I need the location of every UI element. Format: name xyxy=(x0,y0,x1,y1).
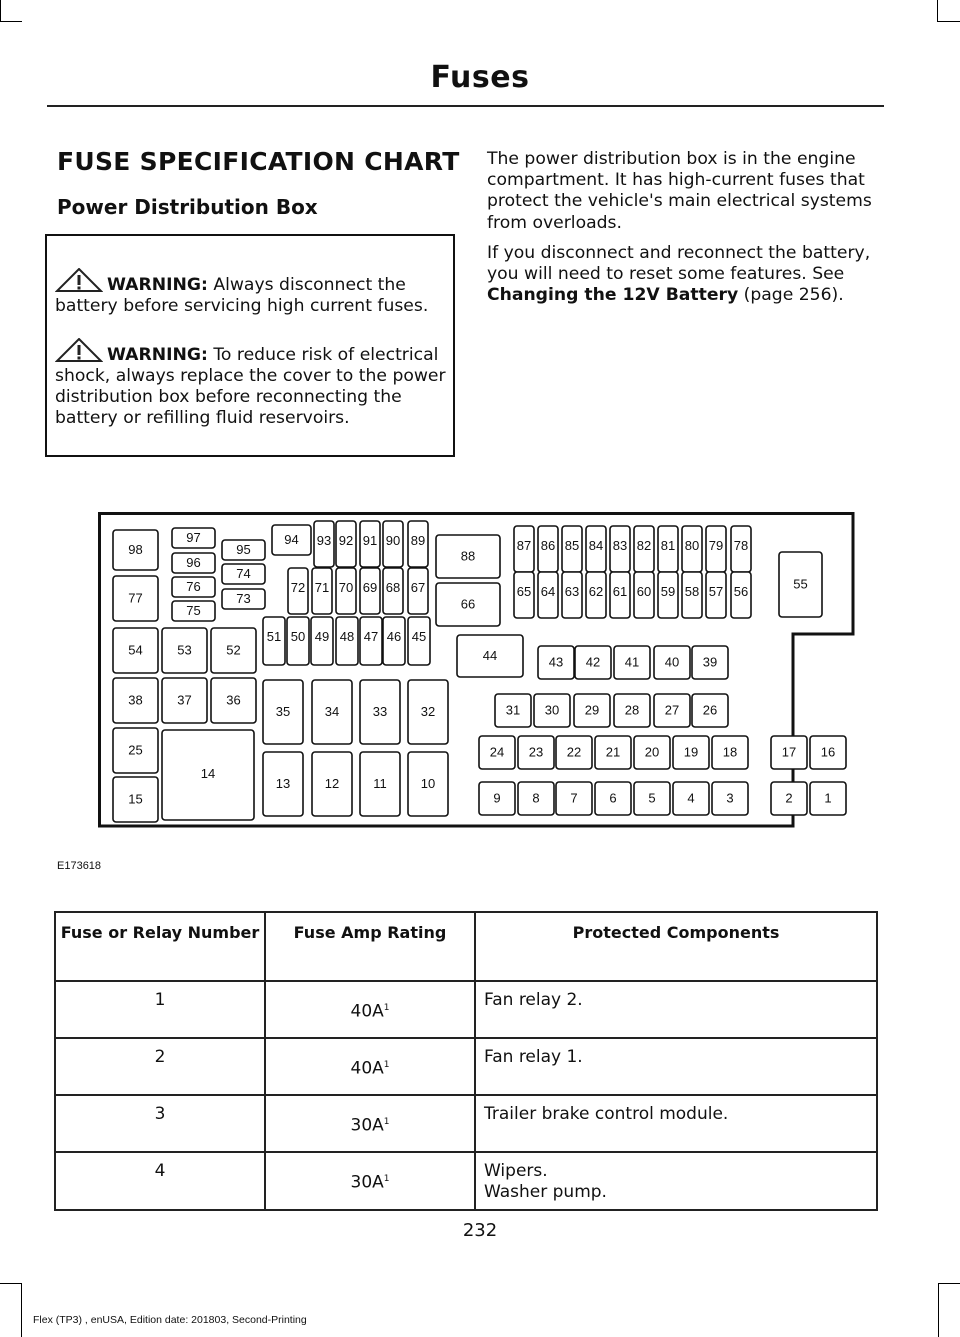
crop-mark xyxy=(938,1283,939,1337)
fuse-spec-table xyxy=(54,911,878,1211)
fuse-label-18: 18 xyxy=(722,744,738,760)
fuse-label-10: 10 xyxy=(420,776,436,791)
fuse-label-20: 20 xyxy=(644,744,660,760)
fuse-number: 2 xyxy=(55,1038,265,1095)
fuse-label-48: 48 xyxy=(339,629,355,644)
fuse-label-58: 58 xyxy=(684,584,700,599)
warning-text: To reduce risk of electrical shock, always replace the cover to the power distribution box before reconnecting the battery or refilling fluid reservoirs. xyxy=(55,345,446,428)
page-number: 232 xyxy=(462,1220,498,1241)
fuse-label-31: 31 xyxy=(505,702,521,718)
fuse-label-70: 70 xyxy=(338,580,354,595)
fuse-label-83: 83 xyxy=(612,538,628,553)
protected-components: Fan relay 2. xyxy=(475,981,877,1038)
warning-triangle-icon xyxy=(55,338,103,362)
fuse-label-26: 26 xyxy=(702,702,718,718)
intro-text: If you disconnect and reconnect the battery, you will need to reset some features. See xyxy=(487,243,871,285)
table-header-row xyxy=(55,912,877,981)
section-title: FUSE SPECIFICATION CHART xyxy=(57,147,460,176)
fuse-number: 3 xyxy=(55,1095,265,1152)
fuse-label-4: 4 xyxy=(687,790,695,806)
fuse-label-85: 85 xyxy=(564,538,580,553)
fuse-label-12: 12 xyxy=(324,776,340,791)
fuse-label-91: 91 xyxy=(362,533,378,548)
footnote-marker: 1 xyxy=(383,1117,390,1127)
fuse-label-90: 90 xyxy=(385,533,401,548)
fuse-label-24: 24 xyxy=(489,744,505,760)
fuse-label-63: 63 xyxy=(564,584,580,599)
fuse-label-60: 60 xyxy=(636,584,652,599)
crop-mark xyxy=(938,1283,960,1284)
crop-mark xyxy=(937,0,938,22)
warning-2 xyxy=(55,338,453,429)
table-row xyxy=(55,1095,877,1152)
fuse-label-40: 40 xyxy=(664,654,680,670)
fuse-label-3: 3 xyxy=(726,790,734,806)
fuse-label-59: 59 xyxy=(660,584,676,599)
column-header: Fuse Amp Rating xyxy=(265,912,475,981)
table-row xyxy=(55,1152,877,1210)
fuse-label-17: 17 xyxy=(781,744,797,760)
fuse-label-50: 50 xyxy=(290,629,306,644)
fuse-label-1: 1 xyxy=(824,790,832,806)
fuse-label-37: 37 xyxy=(177,692,192,708)
amp-rating: $40A^1$ xyxy=(265,1038,475,1095)
fuse-label-29: 29 xyxy=(584,702,600,718)
fuse-label-35: 35 xyxy=(275,704,291,719)
crop-mark xyxy=(0,1283,22,1284)
fuse-label-39: 39 xyxy=(702,654,718,670)
fuse-label-72: 72 xyxy=(290,580,306,595)
crop-mark xyxy=(938,21,960,22)
footnote-marker: 1 xyxy=(383,1003,390,1013)
crop-mark xyxy=(21,1283,22,1337)
fuse-label-98: 98 xyxy=(128,542,143,557)
fuse-label-8: 8 xyxy=(532,790,540,806)
fuse-label-46: 46 xyxy=(386,629,402,644)
fuse-label-76: 76 xyxy=(186,579,201,594)
fuse-label-32: 32 xyxy=(420,704,436,719)
fuse-label-81: 81 xyxy=(660,538,676,553)
fuse-label-87: 87 xyxy=(516,538,532,553)
fuse-label-27: 27 xyxy=(664,702,680,718)
fuse-label-14: 14 xyxy=(200,766,216,781)
fuse-label-95: 95 xyxy=(236,542,251,557)
fuse-label-73: 73 xyxy=(236,591,251,606)
fuse-label-15: 15 xyxy=(128,791,143,807)
footnote-marker: 1 xyxy=(383,1174,390,1184)
crop-mark xyxy=(0,21,22,22)
warning-label: WARNING: xyxy=(107,275,208,295)
fuse-label-34: 34 xyxy=(324,704,340,719)
column-header: Protected Components xyxy=(475,912,877,981)
fuse-label-9: 9 xyxy=(493,790,501,806)
fuse-label-30: 30 xyxy=(544,702,560,718)
footnote-marker: 1 xyxy=(383,1060,390,1070)
page-header-title: Fuses xyxy=(430,60,530,95)
fuse-label-61: 61 xyxy=(612,584,628,599)
fuse-label-33: 33 xyxy=(372,704,388,719)
fuse-label-71: 71 xyxy=(314,580,330,595)
crop-mark xyxy=(0,0,1,22)
fuse-label-54: 54 xyxy=(128,642,143,658)
fuse-number: 1 xyxy=(55,981,265,1038)
fuse-label-45: 45 xyxy=(411,629,427,644)
fuse-label-41: 41 xyxy=(624,654,640,670)
intro-text: (page 256). xyxy=(738,285,844,306)
fuse-label-44: 44 xyxy=(482,648,498,663)
fuse-label-94: 94 xyxy=(284,532,299,547)
fuse-label-67: 67 xyxy=(410,580,426,595)
fuse-label-49: 49 xyxy=(314,629,330,644)
fuse-label-2: 2 xyxy=(785,790,793,806)
fuse-label-86: 86 xyxy=(540,538,556,553)
fuse-label-28: 28 xyxy=(624,702,640,718)
fuse-label-62: 62 xyxy=(588,584,604,599)
intro-paragraph-1: The power distribution box is in the engine compartment. It has high-current fuses that protect the vehicle's main electrical systems from overloads. xyxy=(487,149,872,233)
fuse-label-65: 65 xyxy=(516,584,532,599)
fuse-label-79: 79 xyxy=(708,538,724,553)
fuse-label-75: 75 xyxy=(186,603,201,618)
warning-triangle-icon xyxy=(55,268,103,292)
fuse-label-5: 5 xyxy=(648,790,656,806)
fuse-label-77: 77 xyxy=(128,590,143,606)
amp-rating: $30A^1$ xyxy=(265,1095,475,1152)
fuse-label-22: 22 xyxy=(566,744,582,760)
fuse-label-52: 52 xyxy=(226,642,241,658)
section-subtitle: Power Distribution Box xyxy=(57,195,318,219)
fuse-label-80: 80 xyxy=(684,538,700,553)
fuse-label-16: 16 xyxy=(820,744,836,760)
fuse-label-89: 89 xyxy=(410,533,426,548)
fuse-label-92: 92 xyxy=(338,533,354,548)
warning-text: Always disconnect the battery before servicing high current fuses. xyxy=(55,275,429,316)
fuse-label-64: 64 xyxy=(540,584,556,599)
fuse-label-93: 93 xyxy=(316,533,332,548)
fuse-label-7: 7 xyxy=(570,790,578,806)
intro-paragraph-2 xyxy=(487,243,882,307)
column-header: Fuse or Relay Number xyxy=(55,912,265,981)
fuse-box-diagram xyxy=(98,512,858,832)
fuse-label-56: 56 xyxy=(733,584,749,599)
fuse-label-82: 82 xyxy=(636,538,652,553)
fuse-label-43: 43 xyxy=(548,654,564,670)
protected-components: Trailer brake control module. xyxy=(475,1095,877,1152)
fuse-label-69: 69 xyxy=(362,580,378,595)
header-divider xyxy=(47,105,884,107)
fuse-label-97: 97 xyxy=(186,530,201,545)
table-row xyxy=(55,1038,877,1095)
protected-components: Wipers. Washer pump. xyxy=(475,1152,877,1210)
fuse-label-51: 51 xyxy=(266,629,282,644)
fuse-label-6: 6 xyxy=(609,790,617,806)
fuse-label-68: 68 xyxy=(385,580,401,595)
fuse-number: 4 xyxy=(55,1152,265,1210)
fuse-label-55: 55 xyxy=(793,576,808,592)
fuse-label-88: 88 xyxy=(460,548,476,564)
footer-text: Flex (TP3) , enUSA, Edition date: 201803, Second-Printing xyxy=(33,1314,307,1326)
fuse-label-25: 25 xyxy=(128,742,143,758)
fuse-label-74: 74 xyxy=(236,566,251,581)
fuse-label-84: 84 xyxy=(588,538,604,553)
table-row xyxy=(55,981,877,1038)
protected-components: Fan relay 1. xyxy=(475,1038,877,1095)
warning-label: WARNING: xyxy=(107,345,208,365)
fuse-label-36: 36 xyxy=(226,692,241,708)
fuse-label-78: 78 xyxy=(733,538,749,553)
cross-reference-link[interactable]: Changing the 12V Battery xyxy=(487,285,739,306)
diagram-id: E173618 xyxy=(57,860,102,872)
amp-rating: $40A^1$ xyxy=(265,981,475,1038)
fuse-label-66: 66 xyxy=(460,596,476,612)
fuse-label-11: 11 xyxy=(373,776,387,791)
fuse-label-23: 23 xyxy=(528,744,544,760)
fuse-label-42: 42 xyxy=(585,654,601,670)
warning-1 xyxy=(55,268,453,317)
fuse-label-19: 19 xyxy=(683,744,699,760)
warning-box xyxy=(45,234,455,457)
fuse-label-21: 21 xyxy=(605,744,621,760)
fuse-label-47: 47 xyxy=(363,629,379,644)
fuse-label-13: 13 xyxy=(275,776,291,791)
fuse-label-53: 53 xyxy=(177,642,192,658)
fuse-label-38: 38 xyxy=(128,692,143,708)
amp-rating: $30A^1$ xyxy=(265,1152,475,1210)
fuse-label-96: 96 xyxy=(186,555,201,570)
fuse-label-57: 57 xyxy=(708,584,724,599)
